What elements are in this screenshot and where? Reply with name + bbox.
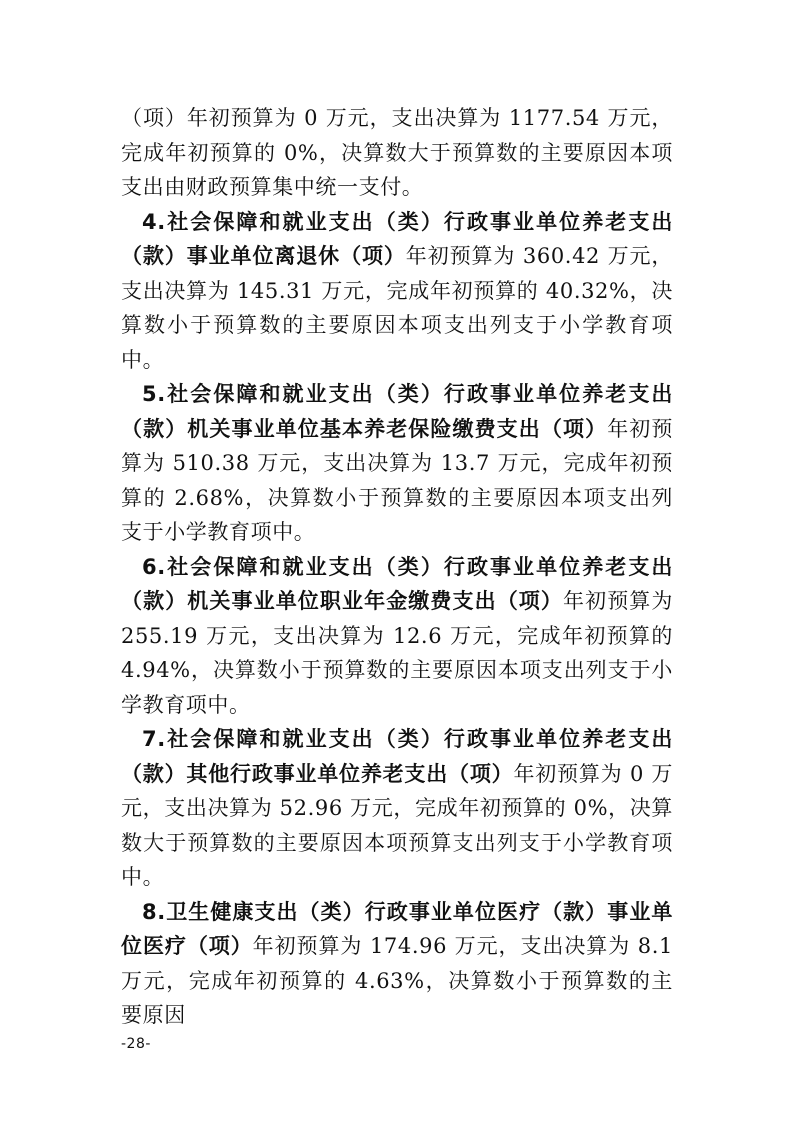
item-text: 年初预算为 174.96 万元，支出决算为 8.1 万元，完成年初预算的 4.63%，决算数小于预算数的主要原因 bbox=[121, 934, 673, 1027]
item-heading: 5.社会保障和就业支出（类）行政事业单位养老支出（款）机关事业单位基本养老保险缴费支出（项） bbox=[121, 382, 673, 441]
paragraph-item-8 bbox=[121, 895, 673, 1033]
paragraph-item-6 bbox=[121, 550, 673, 723]
item-text: 年初预算为 360.42 万元，支出决算为 145.31 万元，完成年初预算的 40.32%，决算数小于预算数的主要原因本项支出列支于小学教育项中。 bbox=[121, 244, 673, 372]
paragraph-continuation bbox=[121, 101, 673, 205]
paragraph-text: （项）年初预算为 0 万元，支出决算为 1177.54 万元，完成年初预算的 0%，决算数大于预算数的主要原因本项支出由财政预算集中统一支付。 bbox=[121, 106, 673, 199]
item-heading: 4.社会保障和就业支出（类）行政事业单位养老支出（款）事业单位离退休（项） bbox=[121, 209, 673, 268]
paragraph-item-7 bbox=[121, 722, 673, 895]
item-text: 年初预算为 0 万元，支出决算为 52.96 万元，完成年初预算的 0%，决算数大于预算数的主要原因本项预算支出列支于小学教育项中。 bbox=[121, 761, 673, 889]
item-text: 年初预算为 510.38 万元，支出决算为 13.7 万元，完成年初预算的 2.68%，决算数小于预算数的主要原因本项支出列支于小学教育项中。 bbox=[121, 416, 673, 544]
item-heading: 6.社会保障和就业支出（类）行政事业单位养老支出（款）机关事业单位职业年金缴费支出（项） bbox=[121, 554, 673, 613]
paragraph-item-5 bbox=[121, 377, 673, 550]
body-text bbox=[121, 101, 673, 1033]
paragraph-item-4 bbox=[121, 205, 673, 378]
item-text: 年初预算为 255.19 万元，支出决算为 12.6 万元，完成年初预算的 4.94%，决算数小于预算数的主要原因本项支出列支于小学教育项中。 bbox=[121, 589, 673, 717]
item-heading: 8.卫生健康支出（类）行政事业单位医疗（款）事业单位医疗（项） bbox=[121, 899, 673, 958]
page-number: -28- bbox=[121, 1036, 151, 1052]
item-heading: 7.社会保障和就业支出（类）行政事业单位养老支出（款）其他行政事业单位养老支出（项） bbox=[121, 727, 673, 786]
